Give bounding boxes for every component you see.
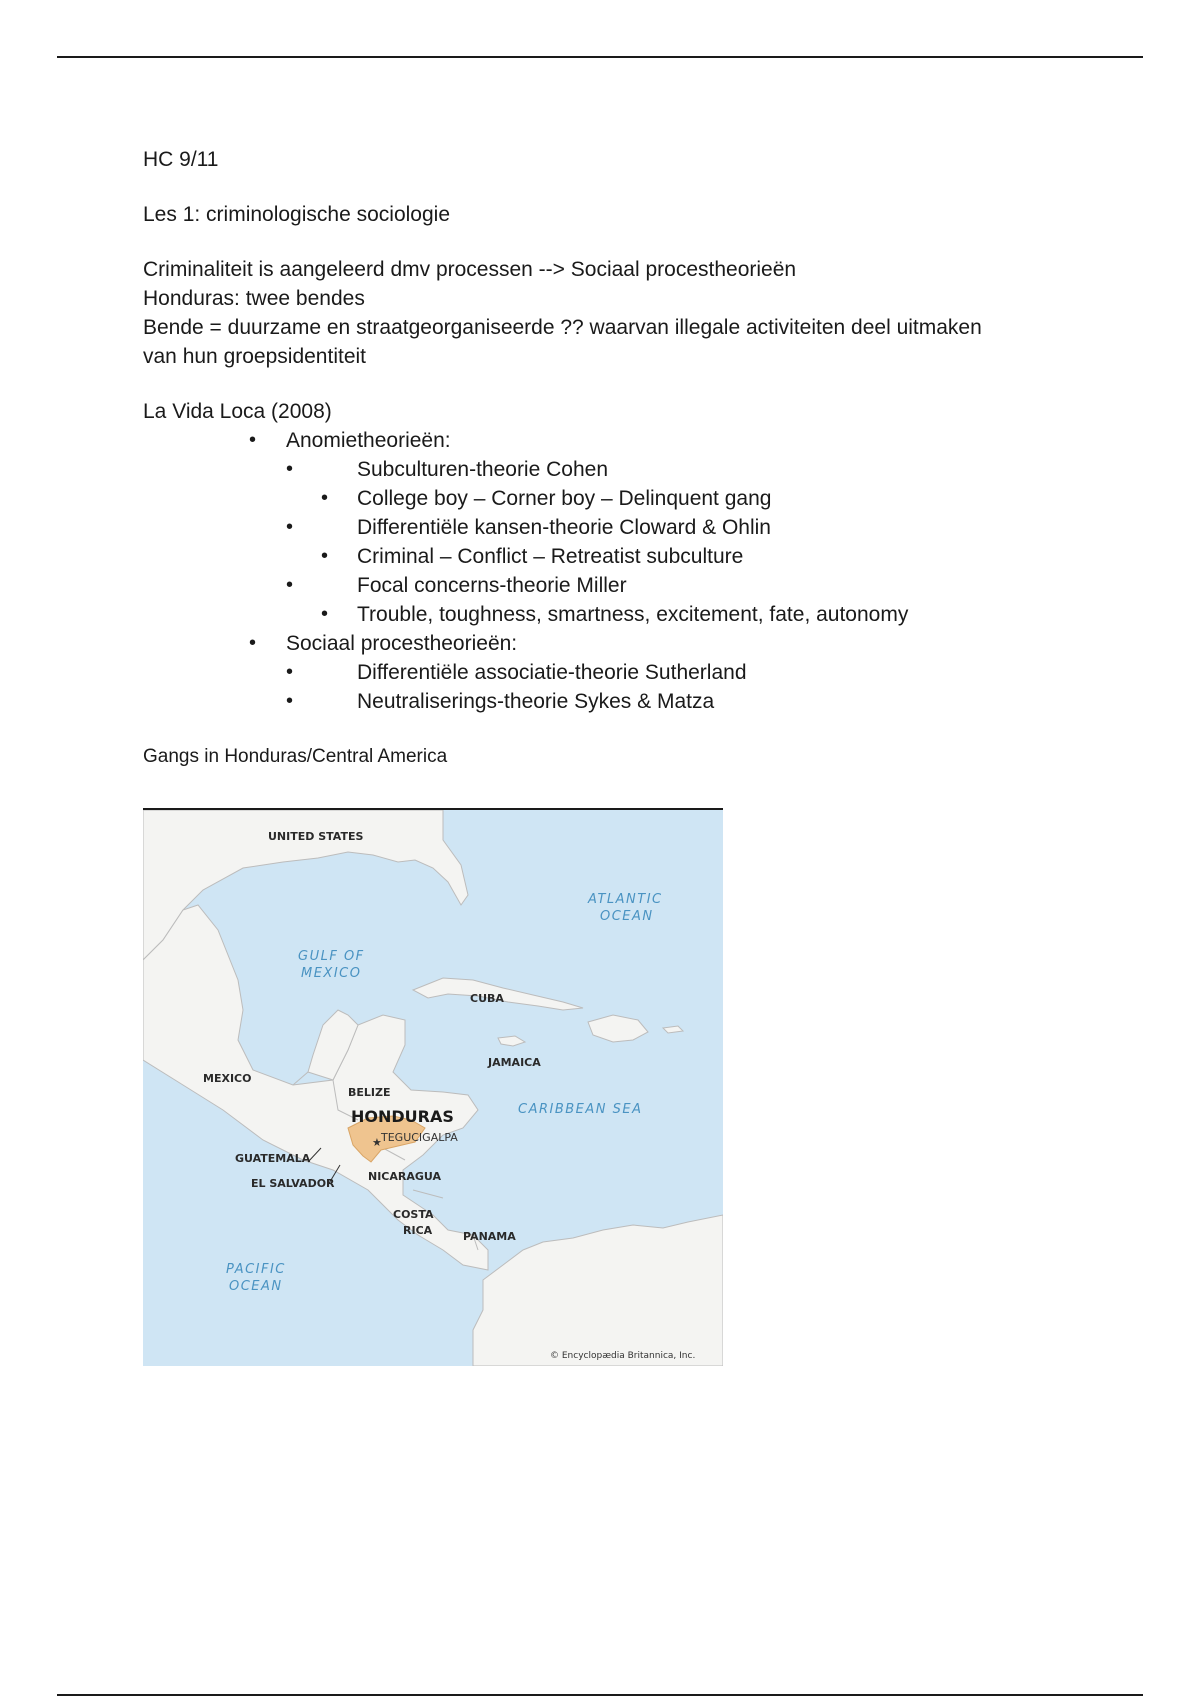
outline-text: Neutraliserings-theorie Sykes & Matza (357, 690, 715, 713)
outline-text: College boy – Corner boy – Delinquent gang (357, 487, 772, 510)
bullet-icon: • (321, 545, 329, 567)
film-title: La Vida Loca (2008) (143, 400, 332, 423)
intro-paragraph (143, 255, 1073, 371)
outline-item (143, 484, 1073, 513)
label-gulf-2: MEXICO (301, 966, 362, 981)
label-mexico: MEXICO (203, 1072, 252, 1085)
label-cuba: CUBA (470, 992, 504, 1005)
top-rule (57, 56, 1143, 58)
label-gulf-1: GULF OF (298, 949, 365, 964)
lesson-title: Les 1: criminologische sociologie (143, 203, 450, 226)
label-pacific-1: PACIFIC (226, 1262, 286, 1277)
outline-item (143, 600, 1073, 629)
bullet-icon: • (286, 690, 294, 712)
label-caribbean: CARIBBEAN SEA (518, 1102, 643, 1117)
map-caption: Gangs in Honduras/Central America (143, 746, 448, 767)
bullet-icon: • (286, 516, 294, 538)
outline-item (143, 571, 1073, 600)
bullet-icon: • (321, 487, 329, 509)
outline-item (143, 687, 1073, 716)
theory-outline (143, 426, 1073, 716)
outline-text: Trouble, toughness, smartness, excitement, fate, autonomy (357, 603, 909, 626)
label-pacific-2: OCEAN (229, 1279, 283, 1294)
bottom-rule (57, 1694, 1143, 1696)
label-tegucigalpa: TEGUCIGALPA (381, 1131, 458, 1144)
outline-item (143, 542, 1073, 571)
label-atlantic-1: ATLANTIC (588, 892, 663, 907)
puerto-rico-land (663, 1026, 683, 1033)
outline-item (143, 629, 1073, 658)
map-credit: © Encyclopædia Britannica, Inc. (550, 1351, 696, 1361)
label-costa-1: COSTA (393, 1208, 434, 1221)
outline-item (143, 455, 1073, 484)
bullet-icon: • (286, 458, 294, 480)
paragraph-line: van hun groepsidentiteit (143, 345, 366, 368)
label-atlantic-2: OCEAN (600, 909, 654, 924)
map-graphic (143, 810, 723, 1366)
capital-star-icon: ★ (372, 1136, 382, 1149)
outline-item (143, 658, 1073, 687)
bullet-icon: • (249, 429, 257, 451)
outline-item (143, 426, 1073, 455)
outline-text: Focal concerns-theorie Miller (357, 574, 627, 597)
outline-item (143, 513, 1073, 542)
paragraph-line: Criminaliteit is aangeleerd dmv processen --> Sociaal procestheorieën (143, 258, 797, 281)
label-nicaragua: NICARAGUA (368, 1170, 442, 1183)
date-heading: HC 9/11 (143, 148, 219, 171)
label-honduras: HONDURAS (351, 1107, 454, 1126)
outline-text: Subculturen-theorie Cohen (357, 458, 608, 481)
bullet-icon: • (286, 574, 294, 596)
label-guatemala: GUATEMALA (235, 1152, 311, 1165)
bullet-icon: • (286, 661, 294, 683)
hispaniola-land (588, 1015, 648, 1042)
paragraph-line: Bende = duurzame en straatgeorganiseerde ?? waarvan illegale activiteiten deel uitmaken (143, 316, 982, 339)
bullet-icon: • (321, 603, 329, 625)
document-body (143, 145, 1073, 771)
label-united-states: UNITED STATES (268, 830, 364, 843)
outline-text: Anomietheorieën: (286, 429, 451, 452)
outline-text: Differentiële associatie-theorie Sutherland (357, 661, 747, 684)
jamaica-land (498, 1036, 525, 1046)
outline-text: Differentiële kansen-theorie Cloward & Ohlin (357, 516, 771, 539)
label-panama: PANAMA (463, 1230, 516, 1243)
label-costa-2: RICA (403, 1224, 433, 1237)
bullet-icon: • (249, 632, 257, 654)
outline-text: Criminal – Conflict – Retreatist subculture (357, 545, 744, 568)
label-jamaica: JAMAICA (488, 1056, 541, 1069)
paragraph-line: Honduras: twee bendes (143, 287, 365, 310)
label-el-salvador: EL SALVADOR (251, 1177, 335, 1190)
central-america-map (143, 808, 723, 1366)
outline-text: Sociaal procestheorieën: (286, 632, 518, 655)
label-belize: BELIZE (348, 1086, 391, 1099)
